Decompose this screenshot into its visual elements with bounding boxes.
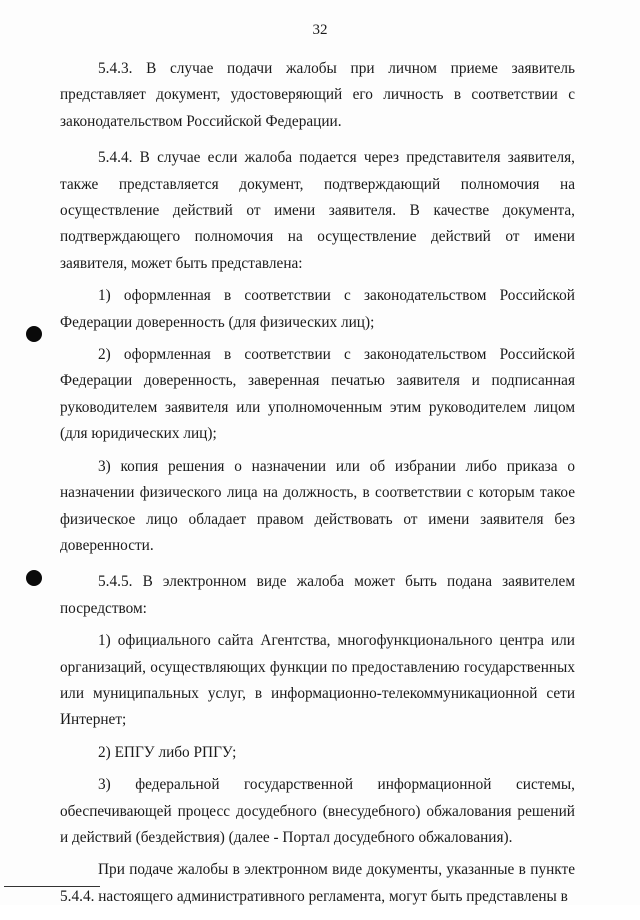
page-number: 32 — [312, 22, 328, 38]
list-item: 3) копия решения о назначении или об избрании либо приказа о назначении физического лица на должность, в соответствии с которым такое физическое лицо обладает правом действовать от имени заявителя без доверенности. — [60, 457, 575, 554]
punch-hole-mark — [26, 326, 42, 342]
list-item: 2) ЕПГУ либо РПГУ; — [98, 743, 237, 761]
footnote-rule — [4, 886, 100, 887]
list-item: 1) официального сайта Агентства, многофункционального центра или организаций, осуществляющих функции по предоставлению государственных или муниципальных услуг, в информационно-телекоммуникационной сети Интернет; — [60, 632, 575, 729]
paragraph-5-4-3: 5.4.3. В случае подачи жалобы при личном приеме заявитель представляет документ, удостоверяющий его личность в соответствии с законодательством Российской Федерации. — [60, 60, 575, 130]
punch-hole-mark — [26, 570, 42, 586]
list-item: 1) оформленная в соответствии с законодательством Российской Федерации доверенность (для физических лиц); — [60, 287, 575, 331]
list-item: 2) оформленная в соответствии с законодательством Российской Федерации доверенность, заверенная печатью заявителя и подписанная руководителем заявителя или уполномоченным этим руководителем лицом (для юридических лиц); — [60, 346, 575, 443]
paragraph-5-4-5: 5.4.5. В электронном виде жалоба может быть подана заявителем посредством: — [60, 573, 575, 617]
list-item: 3) федеральной государственной информационной системы, обеспечивающей процесс досудебного (внесудебного) обжалования решений и действий (бездействия) (далее - Портал досудебного обжалования). — [60, 776, 575, 846]
document-body — [60, 56, 575, 920]
paragraph-electronic-docs: При подаче жалобы в электронном виде документы, указанные в пункте 5.4.4. настоящего административного регламента, могут быть представлены в — [60, 861, 575, 905]
paragraph-5-4-4: 5.4.4. В случае если жалоба подается через представителя заявителя, также представляется документ, подтверждающий полномочия на осуществление действий от имени заявителя. В качестве документа, подтверждающего полномочия на осуществление действий от имени заявителя, может быть представлена: — [60, 149, 575, 272]
